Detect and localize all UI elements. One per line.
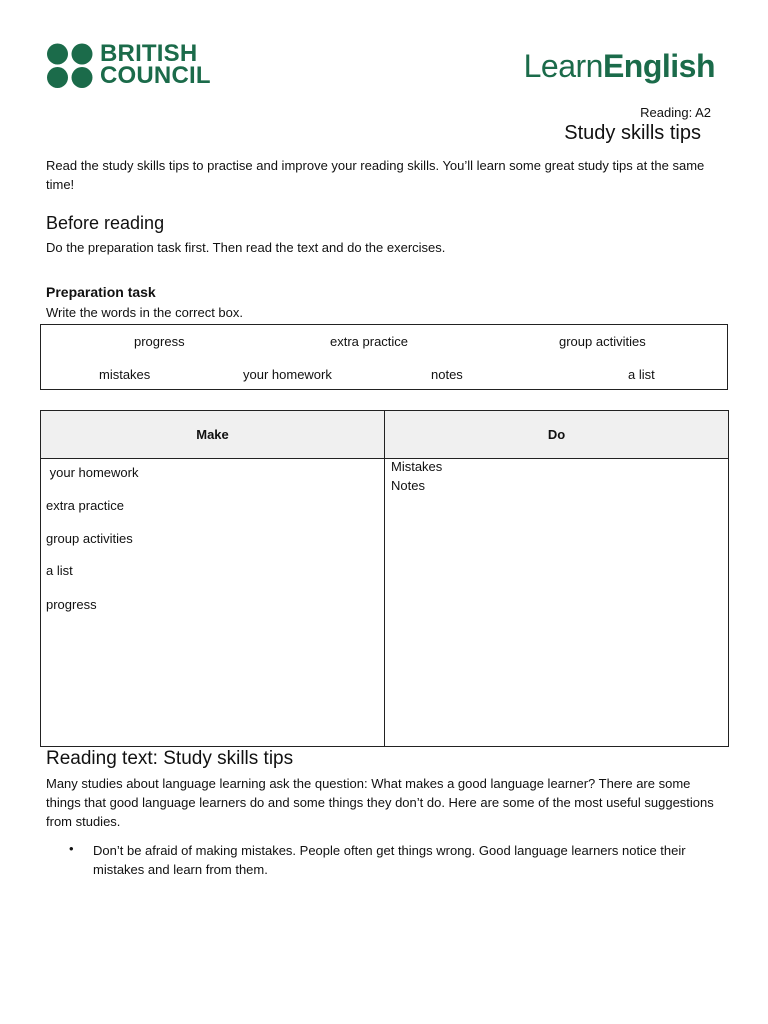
make-cell-item: your homework bbox=[46, 465, 139, 480]
word-item: notes bbox=[431, 367, 463, 382]
bullet-icon: • bbox=[69, 841, 74, 856]
preparation-task-heading: Preparation task bbox=[46, 284, 156, 300]
make-cell-item: extra practice bbox=[46, 498, 125, 513]
reading-paragraph: Many studies about language learning ask the question: What makes a good language learner? There are some things that good language learners do and some things they don’t do. Here are some of the most useful suggestions from studies. bbox=[46, 776, 714, 829]
learnenglish-logo bbox=[524, 48, 715, 85]
word-item: extra practice bbox=[330, 334, 409, 349]
british-council-dots-icon bbox=[46, 43, 94, 89]
word-item: your homework bbox=[243, 367, 332, 382]
word-item: group activities bbox=[559, 334, 646, 349]
make-cell-item: a list bbox=[46, 563, 73, 578]
do-cell-item: Notes bbox=[391, 478, 425, 493]
british-council-wordmark bbox=[100, 40, 211, 89]
intro-text: Read the study skills tips to practise and improve your reading skills. You’ll learn some great study tips at the same time! bbox=[46, 158, 705, 192]
do-column-header: Do bbox=[385, 411, 728, 459]
logo-learn: Learn bbox=[523, 48, 603, 84]
word-item: progress bbox=[134, 334, 185, 349]
word-item: mistakes bbox=[99, 367, 151, 382]
before-reading-heading: Before reading bbox=[46, 213, 165, 233]
reading-text-heading: Reading text: Study skills tips bbox=[46, 748, 294, 769]
logo-english: English bbox=[602, 48, 715, 84]
page-title: Study skills tips bbox=[564, 122, 701, 144]
word-bank-box bbox=[40, 324, 728, 390]
before-reading-text: Do the preparation task first. Then read the text and do the exercises. bbox=[46, 240, 446, 255]
word-item: a list bbox=[628, 367, 655, 382]
british-council-logo bbox=[46, 40, 216, 89]
logo-line-1: BRITISH bbox=[100, 40, 198, 67]
preparation-instruction: Write the words in the correct box. bbox=[46, 305, 244, 320]
make-cell-item: group activities bbox=[46, 531, 133, 546]
bullet-item: Don’t be afraid of making mistakes. People often get things wrong. Good language learners notice their mistakes and learn from them. bbox=[93, 843, 686, 877]
column-divider bbox=[384, 411, 385, 746]
do-cell-item: Mistakes bbox=[391, 459, 443, 474]
make-column-header: Make bbox=[41, 411, 384, 459]
make-cell-item: progress bbox=[46, 597, 97, 612]
logo-line-2: COUNCIL bbox=[100, 62, 211, 89]
level-label: Reading: A2 bbox=[640, 105, 711, 120]
make-do-table bbox=[40, 410, 729, 747]
